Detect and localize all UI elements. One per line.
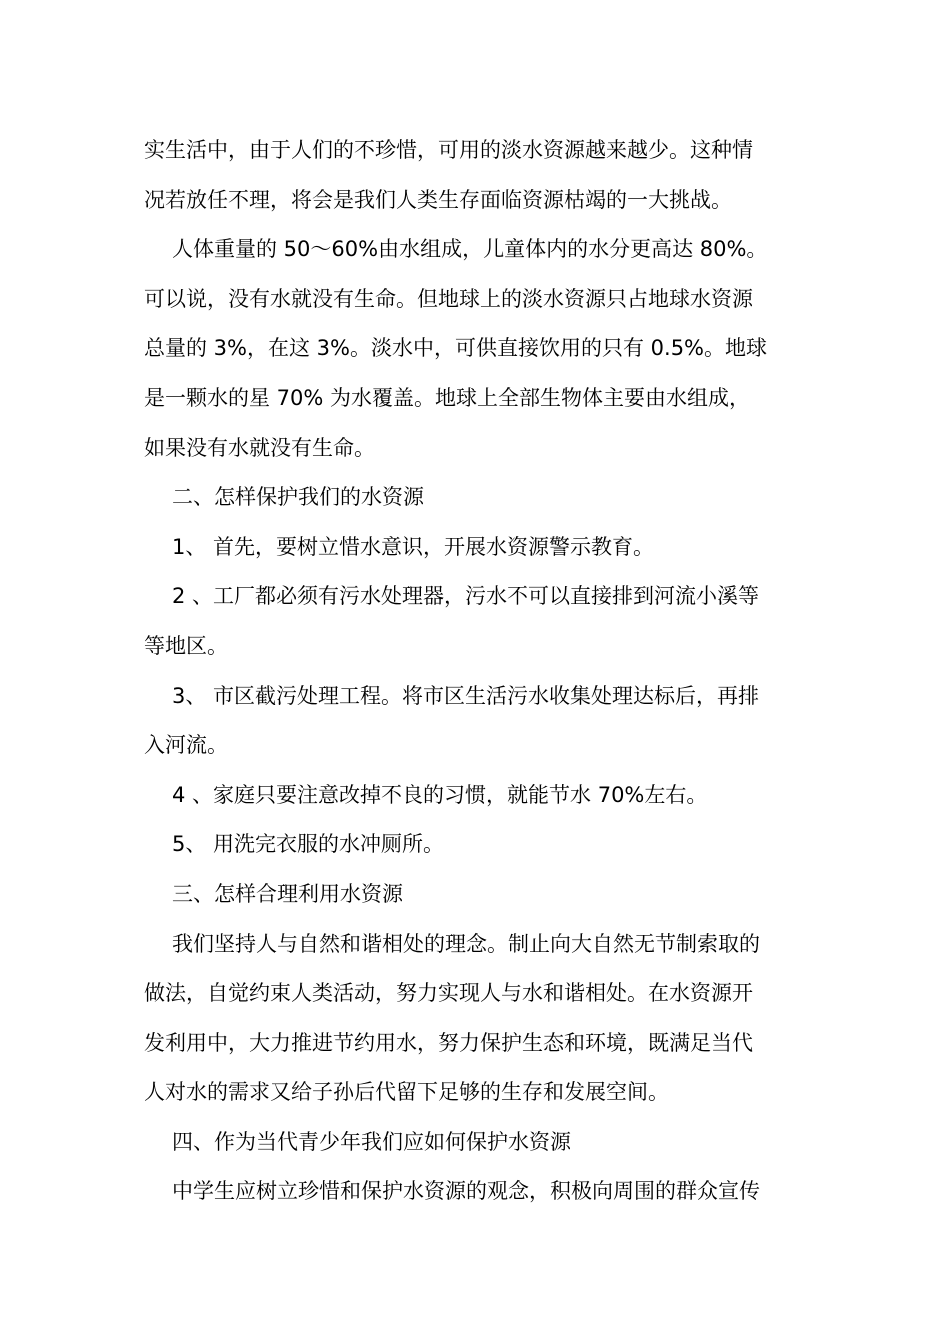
text-line: 可以说，没有水就没有生命。但地球上的淡水资源只占地球水资源 [144, 286, 753, 311]
text-line: 发利用中，大力推进节约用水，努力保护生态和环境，既满足当代 [144, 1030, 753, 1055]
list-item: 5、 用洗完衣服的水冲厕所。 [172, 832, 445, 857]
list-item-continuation: 等地区。 [144, 633, 228, 658]
text-line: 是一颗水的星 70% 为水覆盖。地球上全部生物体主要由水组成， [144, 385, 751, 410]
text-line: 总量的 3%，在这 3%。淡水中，可供直接饮用的只有 0.5%。地球 [144, 336, 768, 361]
text-line: 况若放任不理，将会是我们人类生存面临资源枯竭的一大挑战。 [144, 187, 732, 212]
document-page [144, 126, 808, 1217]
section-heading: 三、怎样合理利用水资源 [172, 881, 403, 906]
text-line: 实生活中，由于人们的不珍惜，可用的淡水资源越来越少。这种情 [144, 138, 753, 162]
list-item-continuation: 入河流。 [144, 733, 228, 758]
section-heading: 二、怎样保护我们的水资源 [172, 485, 424, 510]
section-heading: 四、作为当代青少年我们应如何保护水资源 [172, 1129, 571, 1154]
text-line: 人对水的需求又给子孙后代留下足够的生存和发展空间。 [144, 1080, 669, 1105]
text-line: 如果没有水就没有生命。 [144, 435, 375, 460]
list-item: 3、 市区截污处理工程。将市区生活污水收集处理达标后，再排 [172, 683, 760, 708]
text-line: 人体重量的 50～60%由水组成，儿童体内的水分更高达 80%。 [172, 237, 768, 262]
list-item: 2 、工厂都必须有污水处理器，污水不可以直接排到河流小溪等 [172, 584, 760, 609]
text-line: 做法，自觉约束人类活动，努力实现人与水和谐相处。在水资源开 [144, 981, 753, 1006]
list-item: 4 、家庭只要注意改掉不良的习惯，就能节水 70%左右。 [172, 782, 708, 807]
text-line: 我们坚持人与自然和谐相处的理念。制止向大自然无节制索取的 [172, 931, 760, 956]
text-line: 中学生应树立珍惜和保护水资源的观念，积极向周围的群众宣传 [172, 1179, 760, 1204]
list-item: 1、 首先，要树立惜水意识，开展水资源警示教育。 [172, 534, 655, 559]
